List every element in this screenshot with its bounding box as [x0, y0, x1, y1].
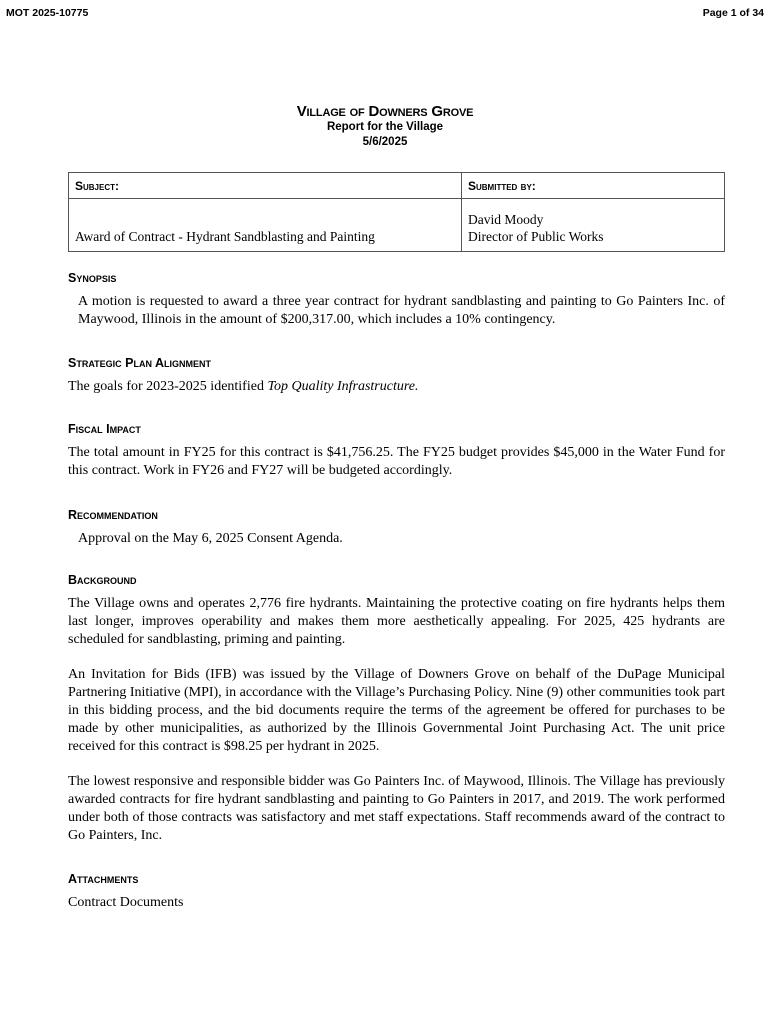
recommendation-text: Approval on the May 6, 2025 Consent Agenda. — [78, 531, 343, 546]
background-paragraph: The Village owns and operates 2,776 fire hydrants. Maintaining the protective coating on fire hydrants helps them last longer, improves operability and makes them more aesthetically appealing. For 2025, 425 hydrants are scheduled for sandblasting, priming and painting. — [68, 596, 725, 647]
subject-label: Subject: — [69, 173, 462, 199]
strategic-goal: Top Quality Infrastructure. — [267, 379, 419, 394]
synopsis-section — [68, 271, 725, 329]
background-paragraph: The lowest responsive and responsible bidder was Go Painters Inc. of Maywood, Illinois. The Village has previously awarded contracts for fire hydrant sandblasting and painting to Go Painters in 2017, and 2019. The work performed under both of those contracts was satisfactory and met staff expectations. Staff recommends award of the contract to Go Painters, Inc. — [68, 774, 725, 843]
page-title: Village of Downers Grove — [296, 103, 474, 120]
fiscal-text: The total amount in FY25 for this contract is $41,756.25. The FY25 budget provides $45,000 in the Water Fund for this contract. Work in FY26 and FY27 will be budgeted accordingly. — [68, 445, 725, 478]
report-date: 5/6/2025 — [362, 136, 408, 148]
attachments-section — [68, 872, 725, 912]
background-heading: Background — [68, 573, 137, 587]
info-table — [68, 172, 725, 252]
submitter-name: David Moody — [468, 212, 544, 227]
fiscal-heading: Fiscal Impact — [68, 422, 141, 436]
attachment-item[interactable]: Contract Documents — [68, 895, 184, 910]
submitter-cell — [462, 199, 725, 252]
synopsis-text: A motion is requested to award a three year contract for hydrant sandblasting and painting to Go Painters Inc. of Maywood, Illinois in the amount of $200,317.00, which includes a 10% contingency. — [78, 294, 725, 327]
strategic-text-prefix: The goals for 2023-2025 identified — [68, 379, 268, 394]
title-block — [0, 103, 770, 150]
fiscal-section — [68, 422, 725, 480]
document-id: MOT 2025-10775 — [6, 7, 89, 19]
strategic-text — [68, 378, 725, 396]
page-number: Page 1 of 34 — [702, 7, 764, 19]
subject-value: Award of Contract - Hydrant Sandblasting and Painting — [69, 199, 462, 252]
submitted-by-label: Submitted by: — [462, 173, 725, 199]
attachments-heading: Attachments — [68, 872, 139, 886]
background-section — [68, 573, 725, 845]
recommendation-section — [68, 508, 725, 548]
synopsis-heading: Synopsis — [68, 271, 117, 285]
submitter-title: Director of Public Works — [468, 229, 604, 244]
background-paragraph: An Invitation for Bids (IFB) was issued by the Village of Downers Grove on behalf of the DuPage Municipal Partnering Initiative (MPI), in accordance with the Village’s Purchasing Policy. Nine (9) other communities took part in this bidding process, and the bid documents require the terms of the agreement be offered for purchases to be made by other municipalities, as authorized by the Illinois Governmental Joint Purchasing Act. The unit price received for this contract is $98.25 per hydrant in 2025. — [68, 667, 725, 754]
strategic-heading: Strategic Plan Alignment — [68, 356, 212, 370]
recommendation-heading: Recommendation — [68, 508, 158, 522]
report-subtitle: Report for the Village — [326, 121, 444, 133]
strategic-section — [68, 356, 725, 396]
